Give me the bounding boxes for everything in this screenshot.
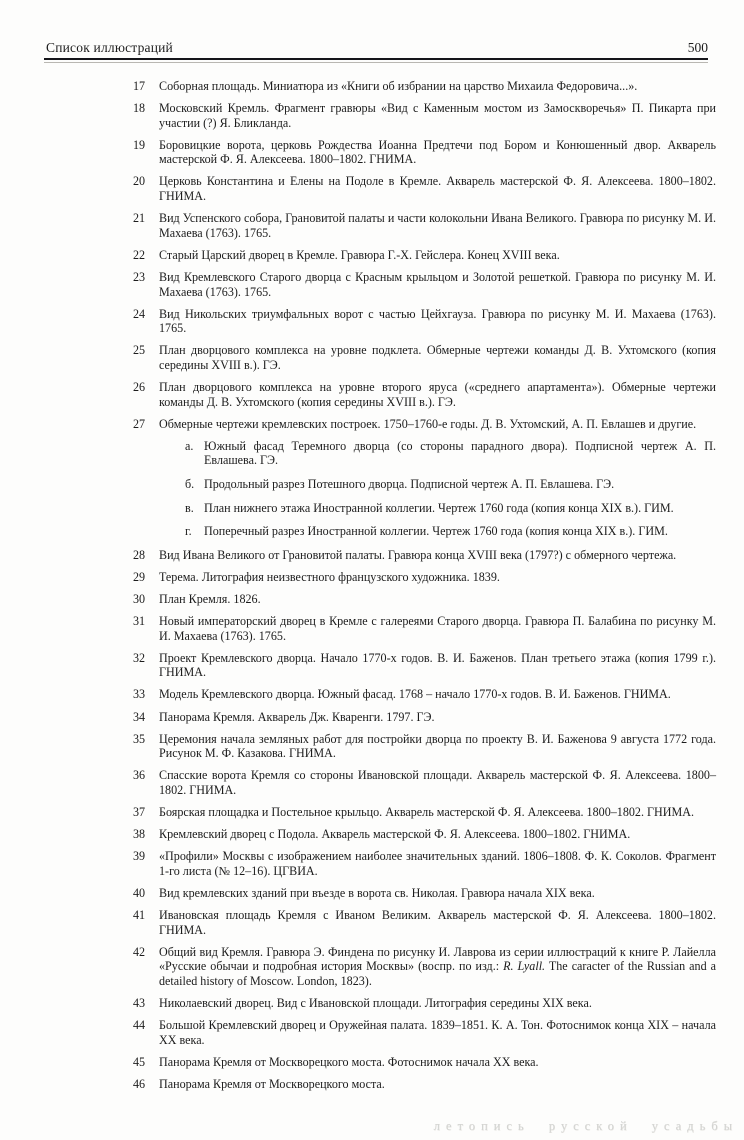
subitem-text: Поперечный разрез Иностранной коллегии. Чертеж 1760 года (копия конца XIX в.). ГИМ. bbox=[204, 524, 668, 539]
item-text: Старый Царский дворец в Кремле. Гравюра Г.-Х. Гейслера. Конец XVIII века. bbox=[159, 247, 560, 262]
item-text: Боярская площадка и Постельное крыльцо. Акварель мастерской Ф. Я. Алексеева. 1800–1802. ГНИМА. bbox=[159, 804, 695, 819]
list-item bbox=[133, 687, 716, 702]
list-item bbox=[133, 592, 716, 607]
item-text: Вид Ивана Великого от Грановитой палаты. Гравюра конца XVIII века (1797?) с обмерного чертежа. bbox=[159, 547, 677, 562]
item-number: 37 bbox=[133, 804, 146, 819]
item-number: 20 bbox=[133, 174, 146, 189]
item-text: Кремлевский дворец с Подола. Акварель мастерской Ф. Я. Алексеева. 1800–1802. ГНИМА. bbox=[159, 827, 631, 842]
item-text: Панорама Кремля от Москворецкого моста. Фотоснимок начала XX века. bbox=[159, 1054, 539, 1069]
item-text: План дворцового комплекса на уровне второго яруса («среднего апартамента»). Обмерные чертежи команды Д. В. Ухтомского (копия середины XVIII в.). ГЭ. bbox=[159, 380, 716, 409]
item-number: 38 bbox=[133, 827, 146, 842]
item-number: 24 bbox=[133, 306, 146, 321]
item-text: Спасские ворота Кремля со стороны Ивановской площади. Акварель мастерской Ф. Я. Алексеева. 1800–1802. ГНИМА. bbox=[159, 768, 716, 797]
item-text: Модель Кремлевского дворца. Южный фасад. 1768 – начало 1770-х годов. В. И. Баженов. ГНИМА. bbox=[159, 687, 671, 702]
item-text: «Профили» Москвы с изображением наиболее значительных зданий. 1806–1808. Ф. К. Соколов. Фрагмент 1-го листа (№ 12–16). ЦГВИА. bbox=[159, 849, 716, 878]
illustration-list bbox=[133, 79, 716, 1091]
list-item bbox=[133, 1055, 716, 1070]
subitem-letter: в. bbox=[185, 500, 194, 515]
list-item bbox=[133, 307, 716, 336]
subitem-text: Южный фасад Теремного дворца (со стороны парадного двора). Подписной чертеж А. П. Евлашева. ГЭ. bbox=[204, 438, 716, 468]
item-text-part: Общий вид Кремля. Гравюра Э. Финдена по рисунку И. Лаврова из серии иллюстраций к книге Р. Лайелла «Русские обычаи и подробная история Москвы» (воспр. по изд.: bbox=[159, 944, 716, 974]
item-number: 26 bbox=[133, 380, 146, 394]
item-text: План Кремля. 1826. bbox=[159, 591, 261, 606]
item-number: 28 bbox=[133, 547, 146, 562]
running-title: Список иллюстраций bbox=[46, 40, 173, 55]
list-subitem bbox=[133, 477, 716, 492]
item-text-italic: R. Lyall. bbox=[503, 959, 546, 974]
item-text: Вид кремлевских зданий при въезде в ворота св. Николая. Гравюра начала XIX века. bbox=[159, 885, 595, 900]
item-number: 36 bbox=[133, 768, 146, 783]
list-item bbox=[133, 101, 716, 130]
list-item bbox=[133, 343, 716, 372]
list-item bbox=[133, 548, 716, 563]
subitem-letter: а. bbox=[185, 438, 194, 453]
subitem-text: Продольный разрез Потешного дворца. Подписной чертеж А. П. Евлашева. ГЭ. bbox=[204, 476, 615, 491]
item-number: 17 bbox=[133, 79, 146, 93]
list-item bbox=[133, 805, 716, 820]
item-number: 23 bbox=[133, 269, 146, 284]
list-item bbox=[133, 945, 716, 989]
list-subitem bbox=[133, 524, 716, 539]
list-item bbox=[133, 886, 716, 901]
item-number: 40 bbox=[133, 885, 146, 900]
item-text: Ивановская площадь Кремля с Иваном Великим. Акварель мастерской Ф. Я. Алексеева. 1800–1802. ГНИМА. bbox=[159, 907, 716, 937]
item-number: 45 bbox=[133, 1054, 146, 1069]
item-text: Терема. Литография неизвестного французского художника. 1839. bbox=[159, 569, 500, 584]
list-item bbox=[133, 1077, 716, 1092]
item-text: Вид Никольских триумфальных ворот с частью Цейхгауза. Гравюра по рисунку М. И. Махаева (1763). 1765. bbox=[159, 306, 716, 336]
list-item bbox=[133, 138, 716, 167]
list-item bbox=[133, 651, 716, 680]
item-text: Обмерные чертежи кремлевских построек. 1750–1760-е годы. Д. В. Ухтомский, А. П. Евлашев и другие. bbox=[159, 416, 697, 431]
list-item bbox=[133, 380, 716, 409]
item-text: Новый императорский дворец в Кремле с галереями Старого дворца. Гравюра П. Балабина по рисунку М. И. Махаева (1763). 1765. bbox=[159, 614, 716, 643]
item-text-part: The caracter of the Russian and a detailed history of Moscow. London, 1823). bbox=[159, 959, 716, 988]
item-text: Московский Кремль. Фрагмент гравюры «Вид с Каменным мостом из Замоскворечья» П. Пикарта при участии (?) Я. Бликланда. bbox=[159, 101, 716, 130]
list-item bbox=[133, 570, 716, 585]
item-text: Церемония начала земляных работ для постройки дворца по проекту В. И. Баженова 9 августа 1772 года. Рисунок М. Ф. Казакова. ГНИМА. bbox=[159, 731, 716, 761]
item-text: Большой Кремлевский дворец и Оружейная палата. 1839–1851. К. А. Тон. Фотоснимок конца XIX – начала XX века. bbox=[159, 1018, 716, 1047]
item-text bbox=[159, 945, 716, 989]
list-subitem bbox=[133, 439, 716, 468]
item-number: 31 bbox=[133, 614, 146, 629]
list-item bbox=[133, 1018, 716, 1047]
item-number: 42 bbox=[133, 944, 146, 959]
list-item bbox=[133, 768, 716, 797]
item-text: Вид Успенского собора, Грановитой палаты и части колокольни Ивана Великого. Гравюра по рисунку М. И. Махаева (1763). 1765. bbox=[159, 211, 716, 240]
subitem-letter: б. bbox=[185, 476, 195, 491]
list-item bbox=[133, 710, 716, 725]
item-number: 46 bbox=[133, 1076, 146, 1091]
header-rule bbox=[44, 58, 708, 63]
item-number: 39 bbox=[133, 849, 146, 864]
list-item bbox=[133, 248, 716, 263]
list-item bbox=[133, 849, 716, 878]
item-text: Проект Кремлевского дворца. Начало 1770-х годов. В. И. Баженов. План третьего этажа (копия 1799 г.). ГНИМА. bbox=[159, 650, 716, 680]
item-text: Боровицкие ворота, церковь Рождества Иоанна Предтечи под Бором и Конюшенный двор. Акварель мастерской Ф. Я. Алексеева. 1800–1802. ГНИМА. bbox=[159, 137, 716, 167]
list-item bbox=[133, 614, 716, 643]
item-number: 41 bbox=[133, 907, 146, 922]
item-number: 34 bbox=[133, 709, 146, 724]
item-number: 25 bbox=[133, 343, 146, 358]
subitem-letter: г. bbox=[185, 524, 192, 539]
list-item bbox=[133, 174, 716, 203]
item-text: Николаевский дворец. Вид с Ивановской площади. Литография середины XIX века. bbox=[159, 995, 592, 1010]
list-item bbox=[133, 79, 716, 94]
item-number: 18 bbox=[133, 101, 146, 116]
page-number: 500 bbox=[687, 40, 708, 55]
subitem-text: План нижнего этажа Иностранной коллегии. Чертеж 1760 года (копия конца XIX в.). ГИМ. bbox=[204, 500, 674, 515]
item-number: 32 bbox=[133, 650, 146, 665]
item-number: 35 bbox=[133, 731, 146, 746]
item-text: Вид Кремлевского Старого дворца с Красным крыльцом и Золотой решеткой. Гравюра по рисунку М. И. Махаева (1763). 1765. bbox=[159, 269, 716, 299]
item-text: Панорама Кремля. Акварель Дж. Кваренги. 1797. ГЭ. bbox=[159, 709, 435, 724]
list-item bbox=[133, 270, 716, 299]
list-subitem bbox=[133, 501, 716, 516]
item-number: 21 bbox=[133, 211, 146, 226]
list-item bbox=[133, 732, 716, 761]
item-number: 30 bbox=[133, 591, 146, 606]
item-number: 19 bbox=[133, 137, 146, 152]
list-item bbox=[133, 996, 716, 1011]
item-number: 33 bbox=[133, 687, 146, 702]
list-item bbox=[133, 211, 716, 240]
item-number: 44 bbox=[133, 1018, 146, 1032]
page-header bbox=[46, 40, 708, 56]
list-item bbox=[133, 908, 716, 937]
item-number: 29 bbox=[133, 569, 146, 584]
item-text: Панорама Кремля от Москворецкого моста. bbox=[159, 1076, 385, 1091]
list-item bbox=[133, 417, 716, 432]
watermark: летопись русской усадьбы bbox=[433, 1119, 738, 1133]
item-text: Соборная площадь. Миниатюра из «Книги об избрании на царство Михаила Федоровича...». bbox=[159, 79, 638, 93]
item-number: 22 bbox=[133, 247, 146, 262]
item-text: Церковь Константина и Елены на Подоле в Кремле. Акварель мастерской Ф. Я. Алексеева. 1800–1802. ГНИМА. bbox=[159, 174, 716, 204]
item-text: План дворцового комплекса на уровне подклета. Обмерные чертежи команды Д. В. Ухтомского (копия середины XVIII в.). ГЭ. bbox=[159, 343, 716, 372]
item-number: 43 bbox=[133, 995, 146, 1010]
list-item bbox=[133, 827, 716, 842]
item-number: 27 bbox=[133, 416, 146, 431]
